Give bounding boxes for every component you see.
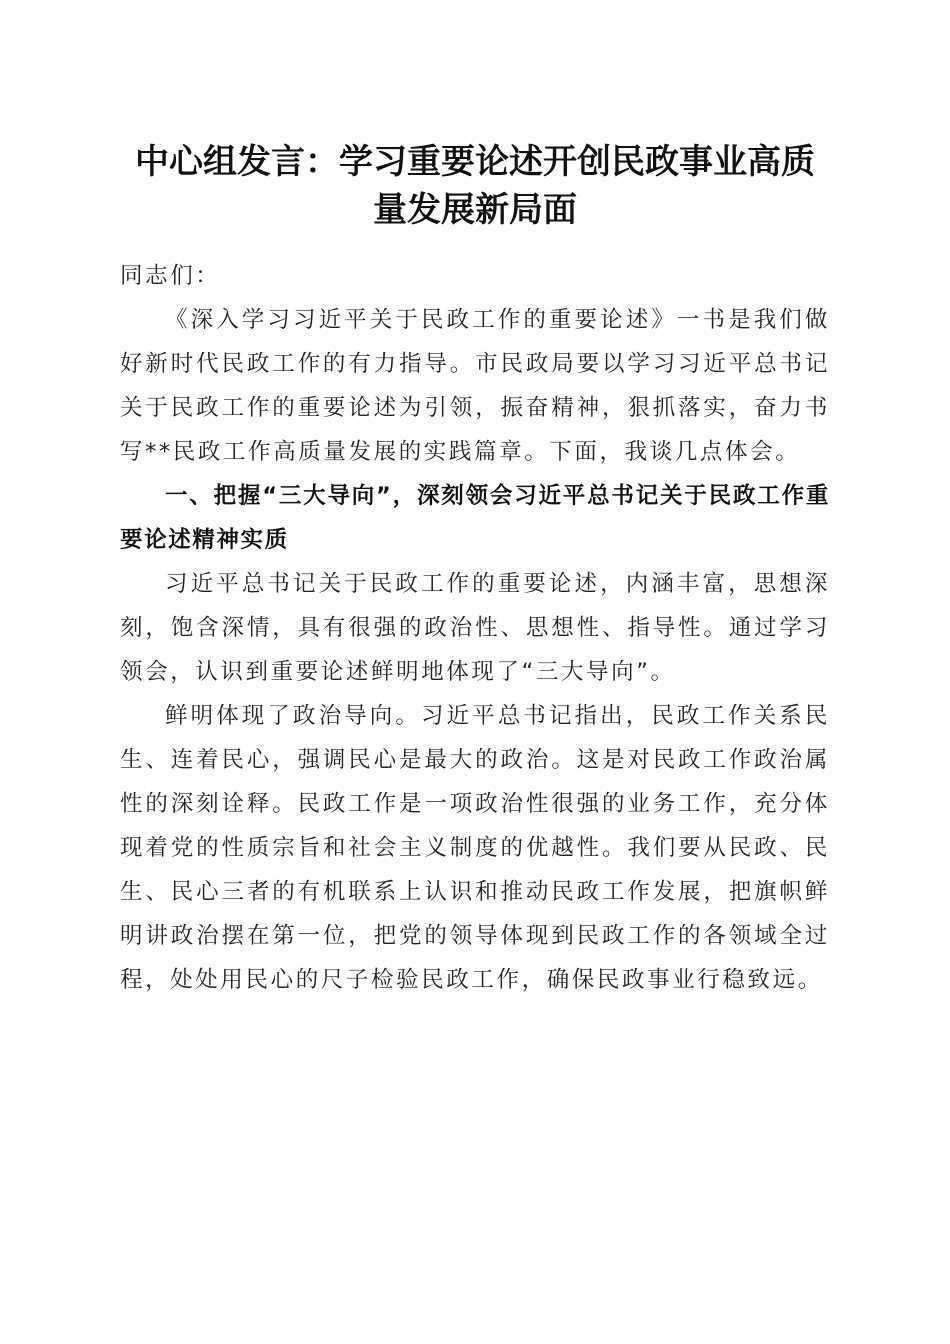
document-title [110, 138, 840, 234]
title-line-1: 中心组发言：学习重要论述开创民政事业高质 [135, 142, 815, 182]
section-heading-1: 一、把握“三大导向”，深刻领会习近平总书记关于民政工作重要论述精神实质 [120, 483, 830, 553]
title-line-2: 量发展新局面 [373, 190, 577, 230]
section1-paragraph-1: 习近平总书记关于民政工作的重要论述，内涵丰富，思想深刻，饱含深情，具有很强的政治性、思想性、指导性。通过学习领会，认识到重要论述鲜明地体现了“三大导向”。 [120, 571, 830, 685]
document-body [120, 254, 830, 1002]
section1-paragraph-2: 鲜明体现了政治导向。习近平总书记指出，民政工作关系民生、连着民心，强调民心是最大的政治。这是对民政工作政治属性的深刻诠释。民政工作是一项政治性很强的业务工作，充分体现着党的性质宗旨和社会主义制度的优越性。我们要从民政、民生、民心三者的有机联系上认识和推动民政工作发展，把旗帜鲜明讲政治摆在第一位，把党的领导体现到民政工作的各领域全过程，处处用民心的尺子检验民政工作，确保民政事业行稳致远。 [120, 703, 830, 993]
salutation: 同志们： [120, 263, 221, 289]
intro-paragraph: 《深入学习习近平关于民政工作的重要论述》一书是我们做好新时代民政工作的有力指导。市民政局要以学习习近平总书记关于民政工作的重要论述为引领，振奋精神，狠抓落实，奋力书写**民政工作高质量发展的实践篇章。下面，我谈几点体会。 [120, 307, 830, 465]
